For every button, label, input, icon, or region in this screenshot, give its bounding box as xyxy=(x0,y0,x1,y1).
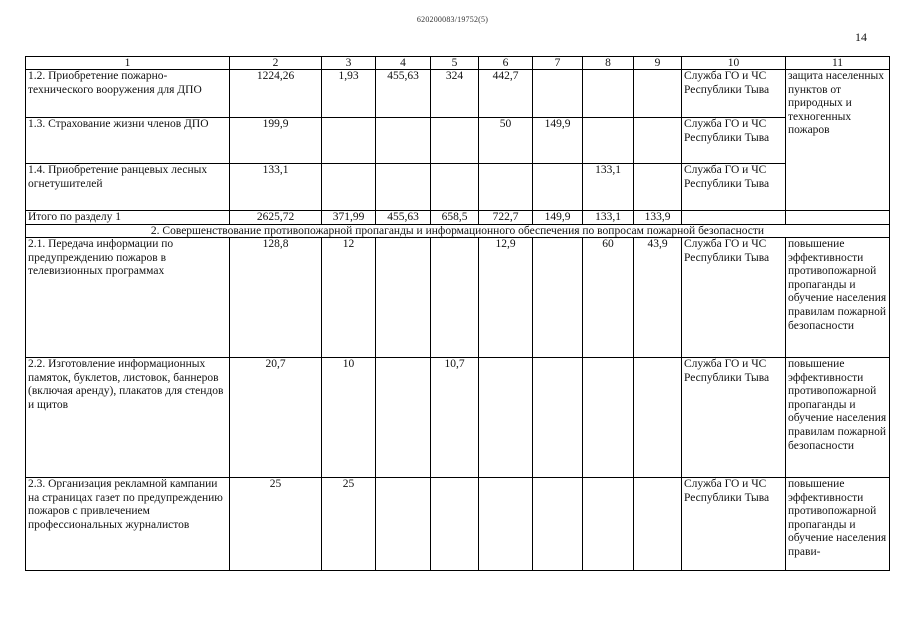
executor-cell xyxy=(682,211,786,225)
document-code: 620200083/19752(5) xyxy=(416,15,489,24)
total-value: 455,63 xyxy=(376,211,431,225)
cell-value xyxy=(376,238,431,358)
measure-name: 1.4. Приобретение ранцевых лесных огнетушителей xyxy=(26,164,230,211)
cell-value: 455,63 xyxy=(376,70,431,118)
cell-value: 43,9 xyxy=(634,238,682,358)
total-value: 149,9 xyxy=(533,211,583,225)
executor-cell: Служба ГО и ЧС Республики Тыва xyxy=(682,358,786,478)
cell-value xyxy=(479,358,533,478)
cell-value xyxy=(376,118,431,164)
column-header: 8 xyxy=(583,57,634,70)
column-number-row xyxy=(26,57,890,70)
column-header: 6 xyxy=(479,57,533,70)
total-row xyxy=(26,211,890,225)
cell-value: 1,93 xyxy=(322,70,376,118)
cell-value xyxy=(376,164,431,211)
cell-value: 442,7 xyxy=(479,70,533,118)
executor-cell: Служба ГО и ЧС Республики Тыва xyxy=(682,478,786,571)
total-value: 133,9 xyxy=(634,211,682,225)
cell-value xyxy=(479,164,533,211)
cell-value xyxy=(533,358,583,478)
measure-name: 1.2. Приобретение пожарно-технического вооружения для ДПО xyxy=(26,70,230,118)
cell-value xyxy=(634,164,682,211)
cell-value: 50 xyxy=(479,118,533,164)
column-header: 10 xyxy=(682,57,786,70)
cell-value xyxy=(376,358,431,478)
section-heading-row xyxy=(26,225,890,238)
cell-value xyxy=(322,118,376,164)
column-header: 4 xyxy=(376,57,431,70)
cell-value: 25 xyxy=(230,478,322,571)
cell-value xyxy=(634,478,682,571)
cell-value xyxy=(533,238,583,358)
cell-value: 133,1 xyxy=(230,164,322,211)
executor-cell: Служба ГО и ЧС Республики Тыва xyxy=(682,118,786,164)
measure-name: 2.1. Передача информации по предупреждению пожаров в телевизионных программах xyxy=(26,238,230,358)
column-header: 11 xyxy=(786,57,890,70)
cell-value: 199,9 xyxy=(230,118,322,164)
cell-value: 149,9 xyxy=(533,118,583,164)
section-heading: 2. Совершенствование противопожарной пропаганды и информационного обеспечения по вопросам пожарной безопасности xyxy=(26,225,890,238)
cell-value xyxy=(431,118,479,164)
result-cell xyxy=(786,211,890,225)
cell-value xyxy=(479,478,533,571)
cell-value xyxy=(533,478,583,571)
cell-value xyxy=(583,358,634,478)
cell-value xyxy=(583,118,634,164)
result-cell: повышение эффективности противопожарной пропаганды и обучение населения правилам пожарной безопасности xyxy=(786,358,890,478)
cell-value xyxy=(533,70,583,118)
cell-value xyxy=(583,478,634,571)
cell-value xyxy=(634,118,682,164)
cell-value: 10 xyxy=(322,358,376,478)
table-row xyxy=(26,358,890,478)
total-value: 371,99 xyxy=(322,211,376,225)
cell-value: 20,7 xyxy=(230,358,322,478)
measure-name: 2.2. Изготовление информационных памяток, буклетов, листовок, баннеров (включая аренду), плакатов для стендов и щитов xyxy=(26,358,230,478)
executor-cell: Служба ГО и ЧС Республики Тыва xyxy=(682,70,786,118)
cell-value: 324 xyxy=(431,70,479,118)
total-value: 658,5 xyxy=(431,211,479,225)
cell-value xyxy=(634,70,682,118)
cell-value xyxy=(431,164,479,211)
cell-value: 25 xyxy=(322,478,376,571)
cell-value xyxy=(583,70,634,118)
cell-value: 133,1 xyxy=(583,164,634,211)
program-table xyxy=(25,56,890,571)
measure-name: 2.3. Организация рекламной кампании на страницах газет по предупреждению пожаров с привлечением профессиональных журналистов xyxy=(26,478,230,571)
table-row xyxy=(26,118,890,164)
cell-value: 10,7 xyxy=(431,358,479,478)
result-cell: повышение эффективности противопожарной пропаганды и обучение населения прави- xyxy=(786,478,890,571)
table-row xyxy=(26,70,890,118)
cell-value xyxy=(634,358,682,478)
table-row xyxy=(26,478,890,571)
table-row xyxy=(26,164,890,211)
measure-name: 1.3. Страхование жизни членов ДПО xyxy=(26,118,230,164)
column-header: 7 xyxy=(533,57,583,70)
result-cell: повышение эффективности противопожарной пропаганды и обучение населения правилам пожарной безопасности xyxy=(786,238,890,358)
cell-value: 12,9 xyxy=(479,238,533,358)
executor-cell: Служба ГО и ЧС Республики Тыва xyxy=(682,164,786,211)
result-cell: защита населенных пунктов от природных и техногенных пожаров xyxy=(786,70,890,211)
column-header: 3 xyxy=(322,57,376,70)
page-number: 14 xyxy=(855,30,867,44)
cell-value: 60 xyxy=(583,238,634,358)
column-header: 1 xyxy=(26,57,230,70)
total-value: 2625,72 xyxy=(230,211,322,225)
cell-value: 1224,26 xyxy=(230,70,322,118)
column-header: 9 xyxy=(634,57,682,70)
executor-cell: Служба ГО и ЧС Республики Тыва xyxy=(682,238,786,358)
total-value: 133,1 xyxy=(583,211,634,225)
cell-value xyxy=(322,164,376,211)
column-header: 2 xyxy=(230,57,322,70)
total-value: 722,7 xyxy=(479,211,533,225)
cell-value xyxy=(431,478,479,571)
table-row xyxy=(26,238,890,358)
cell-value xyxy=(533,164,583,211)
column-header: 5 xyxy=(431,57,479,70)
cell-value xyxy=(431,238,479,358)
cell-value: 128,8 xyxy=(230,238,322,358)
cell-value: 12 xyxy=(322,238,376,358)
total-label: Итого по разделу 1 xyxy=(26,211,230,225)
cell-value xyxy=(376,478,431,571)
